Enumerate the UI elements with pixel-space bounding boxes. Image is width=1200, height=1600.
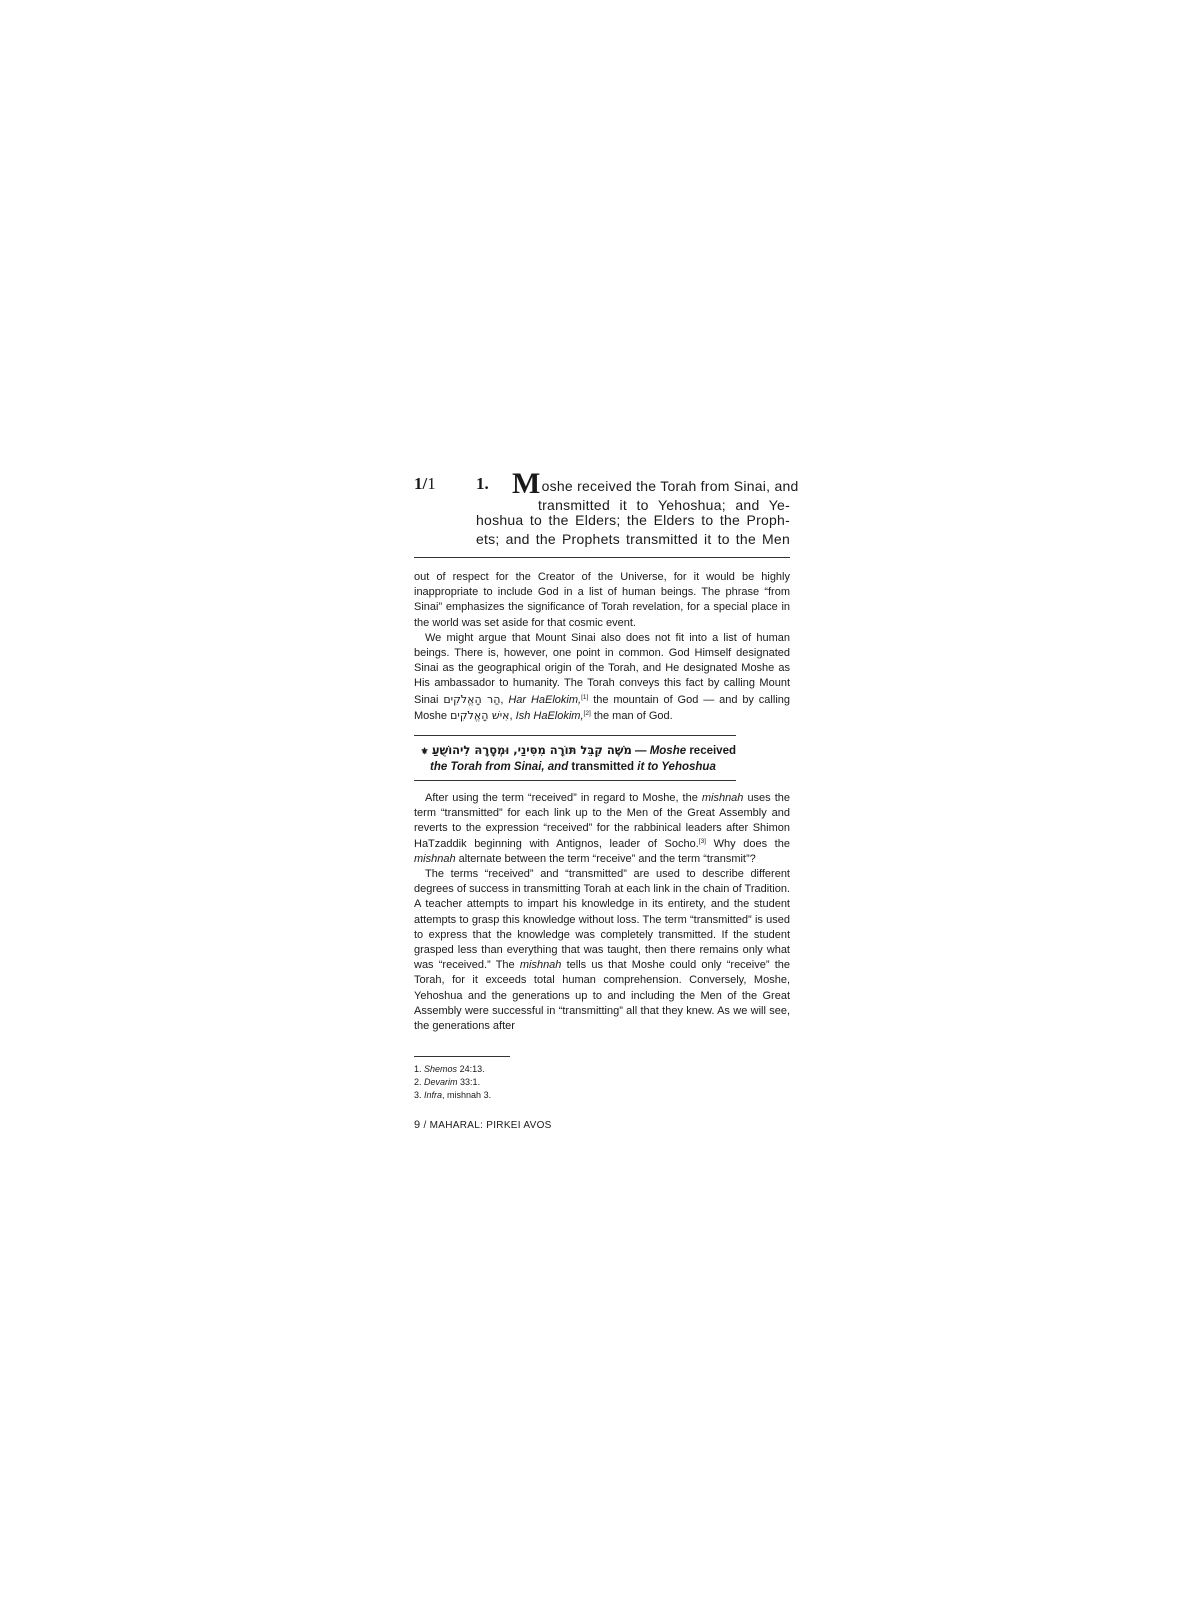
page-footer	[414, 1119, 552, 1131]
mishnah-line-1: Moshe received the Torah from Sinai, and	[512, 467, 799, 500]
mishnah-line-3: hoshua to the Elders; the Elders to the Proph-	[476, 512, 790, 529]
mishnah-marker: 1	[427, 474, 436, 493]
commentary-main	[414, 791, 790, 1034]
divider-rule	[414, 557, 790, 558]
divider-rule	[414, 735, 736, 736]
paragraph: We might argue that Mount Sinai also does not fit into a list of human beings. There is, however, one point in common. God Himself designated Sinai as the geographical origin of the Torah, and He designated Moshe as His ambassador to humanity. The Torah conveys this fact by calling Mount Sinai הַר הָאֱלֹקִים, Har HaElokim,[1] the mountain of God — and by calling Moshe אִישׁ הָאֱלֹקִים, Ish HaElokim,[2] the man of God.	[414, 631, 790, 722]
quote-heading	[414, 742, 736, 775]
drop-cap: M	[512, 467, 541, 500]
paragraph: After using the term “received” in regard to Moshe, the mishnah uses the term “transmitted” for each link up to the Men of the Great Assembly and reverts to the expression “received” for the rabbinical leaders after Shimon HaTzaddik beginning with Antignos, leader of Socho.[3] Why does the mishnah alternate between the term “receive” and the term “transmit”?	[414, 792, 790, 865]
footnote: 3. Infra, mishnah 3.	[414, 1090, 492, 1100]
mishnah-text-continued	[476, 511, 790, 548]
quote-heading-line-1: ⚜ מֹשֶׁה קִבֵּל תּוֹרָה מִסִּינַי, וּמְסָרָהּ לִיהוֹשֻׁעַ — Moshe received	[420, 743, 736, 757]
footnote-rule	[414, 1056, 510, 1057]
footnote-ref: [3]	[698, 837, 706, 845]
mishnah-line-4: ets; and the Prophets transmitted it to the Men	[476, 530, 790, 547]
footnotes	[414, 1063, 714, 1102]
footnote-ref: [2]	[583, 709, 591, 717]
divider-rule	[414, 780, 736, 781]
chapter-marker	[414, 474, 436, 494]
chapter-number: 1/	[414, 474, 428, 493]
mishnah-line-2: transmitted it to Yehoshua; and Ye-	[538, 496, 790, 513]
running-title: / MAHARAL: PIRKEI AVOS	[420, 1120, 552, 1131]
paragraph: The terms “received” and “transmitted” are used to describe different degrees of success in transmitting Torah at each link in the chain of Tradition. A teacher attempts to impart his knowledge in its entirety, and the student attempts to grasp this knowledge without loss. The term “transmitted” is used to express that the knowledge was completely transmitted. If the student grasped less than everything that was taught, then there remains only what was “received.” The mishnah tells us that Moshe could only “receive” the Torah, for it exceeds total human comprehension. Conversely, Moshe, Yehoshua and the generations up to and including the Men of the Great Assembly were successful in “transmitting” all that they knew. As we will see, the generations after	[414, 868, 791, 1033]
hebrew-text: הַר הָאֱלֹקִים	[443, 692, 501, 706]
paragraph: out of respect for the Creator of the Universe, for it would be highly inappropriate to include God in a list of human beings. The phrase “from Sinai” emphasizes the significance of Torah revelation, for a special place in the world was set aside for that cosmic event.	[414, 571, 790, 629]
page-number: 9	[414, 1119, 421, 1131]
footnote-ref: [1]	[581, 693, 589, 701]
mishnah-number: 1.	[476, 474, 489, 493]
fleuron-icon: ⚜	[420, 746, 429, 756]
quote-heading-line-2: the Torah from Sinai, and transmitted it to Yehoshua	[430, 761, 716, 773]
footnote: 1. Shemos 24:13.	[414, 1064, 485, 1074]
hebrew-quote: מֹשֶׁה קִבֵּל תּוֹרָה מִסִּינַי, וּמְסָרָהּ לִיהוֹשֻׁעַ	[431, 743, 632, 757]
hebrew-text: אִישׁ הָאֱלֹקִים	[450, 708, 510, 722]
footnote: 2. Devarim 33:1.	[414, 1077, 481, 1087]
commentary-top	[414, 570, 790, 724]
mishnah-text	[512, 467, 799, 514]
